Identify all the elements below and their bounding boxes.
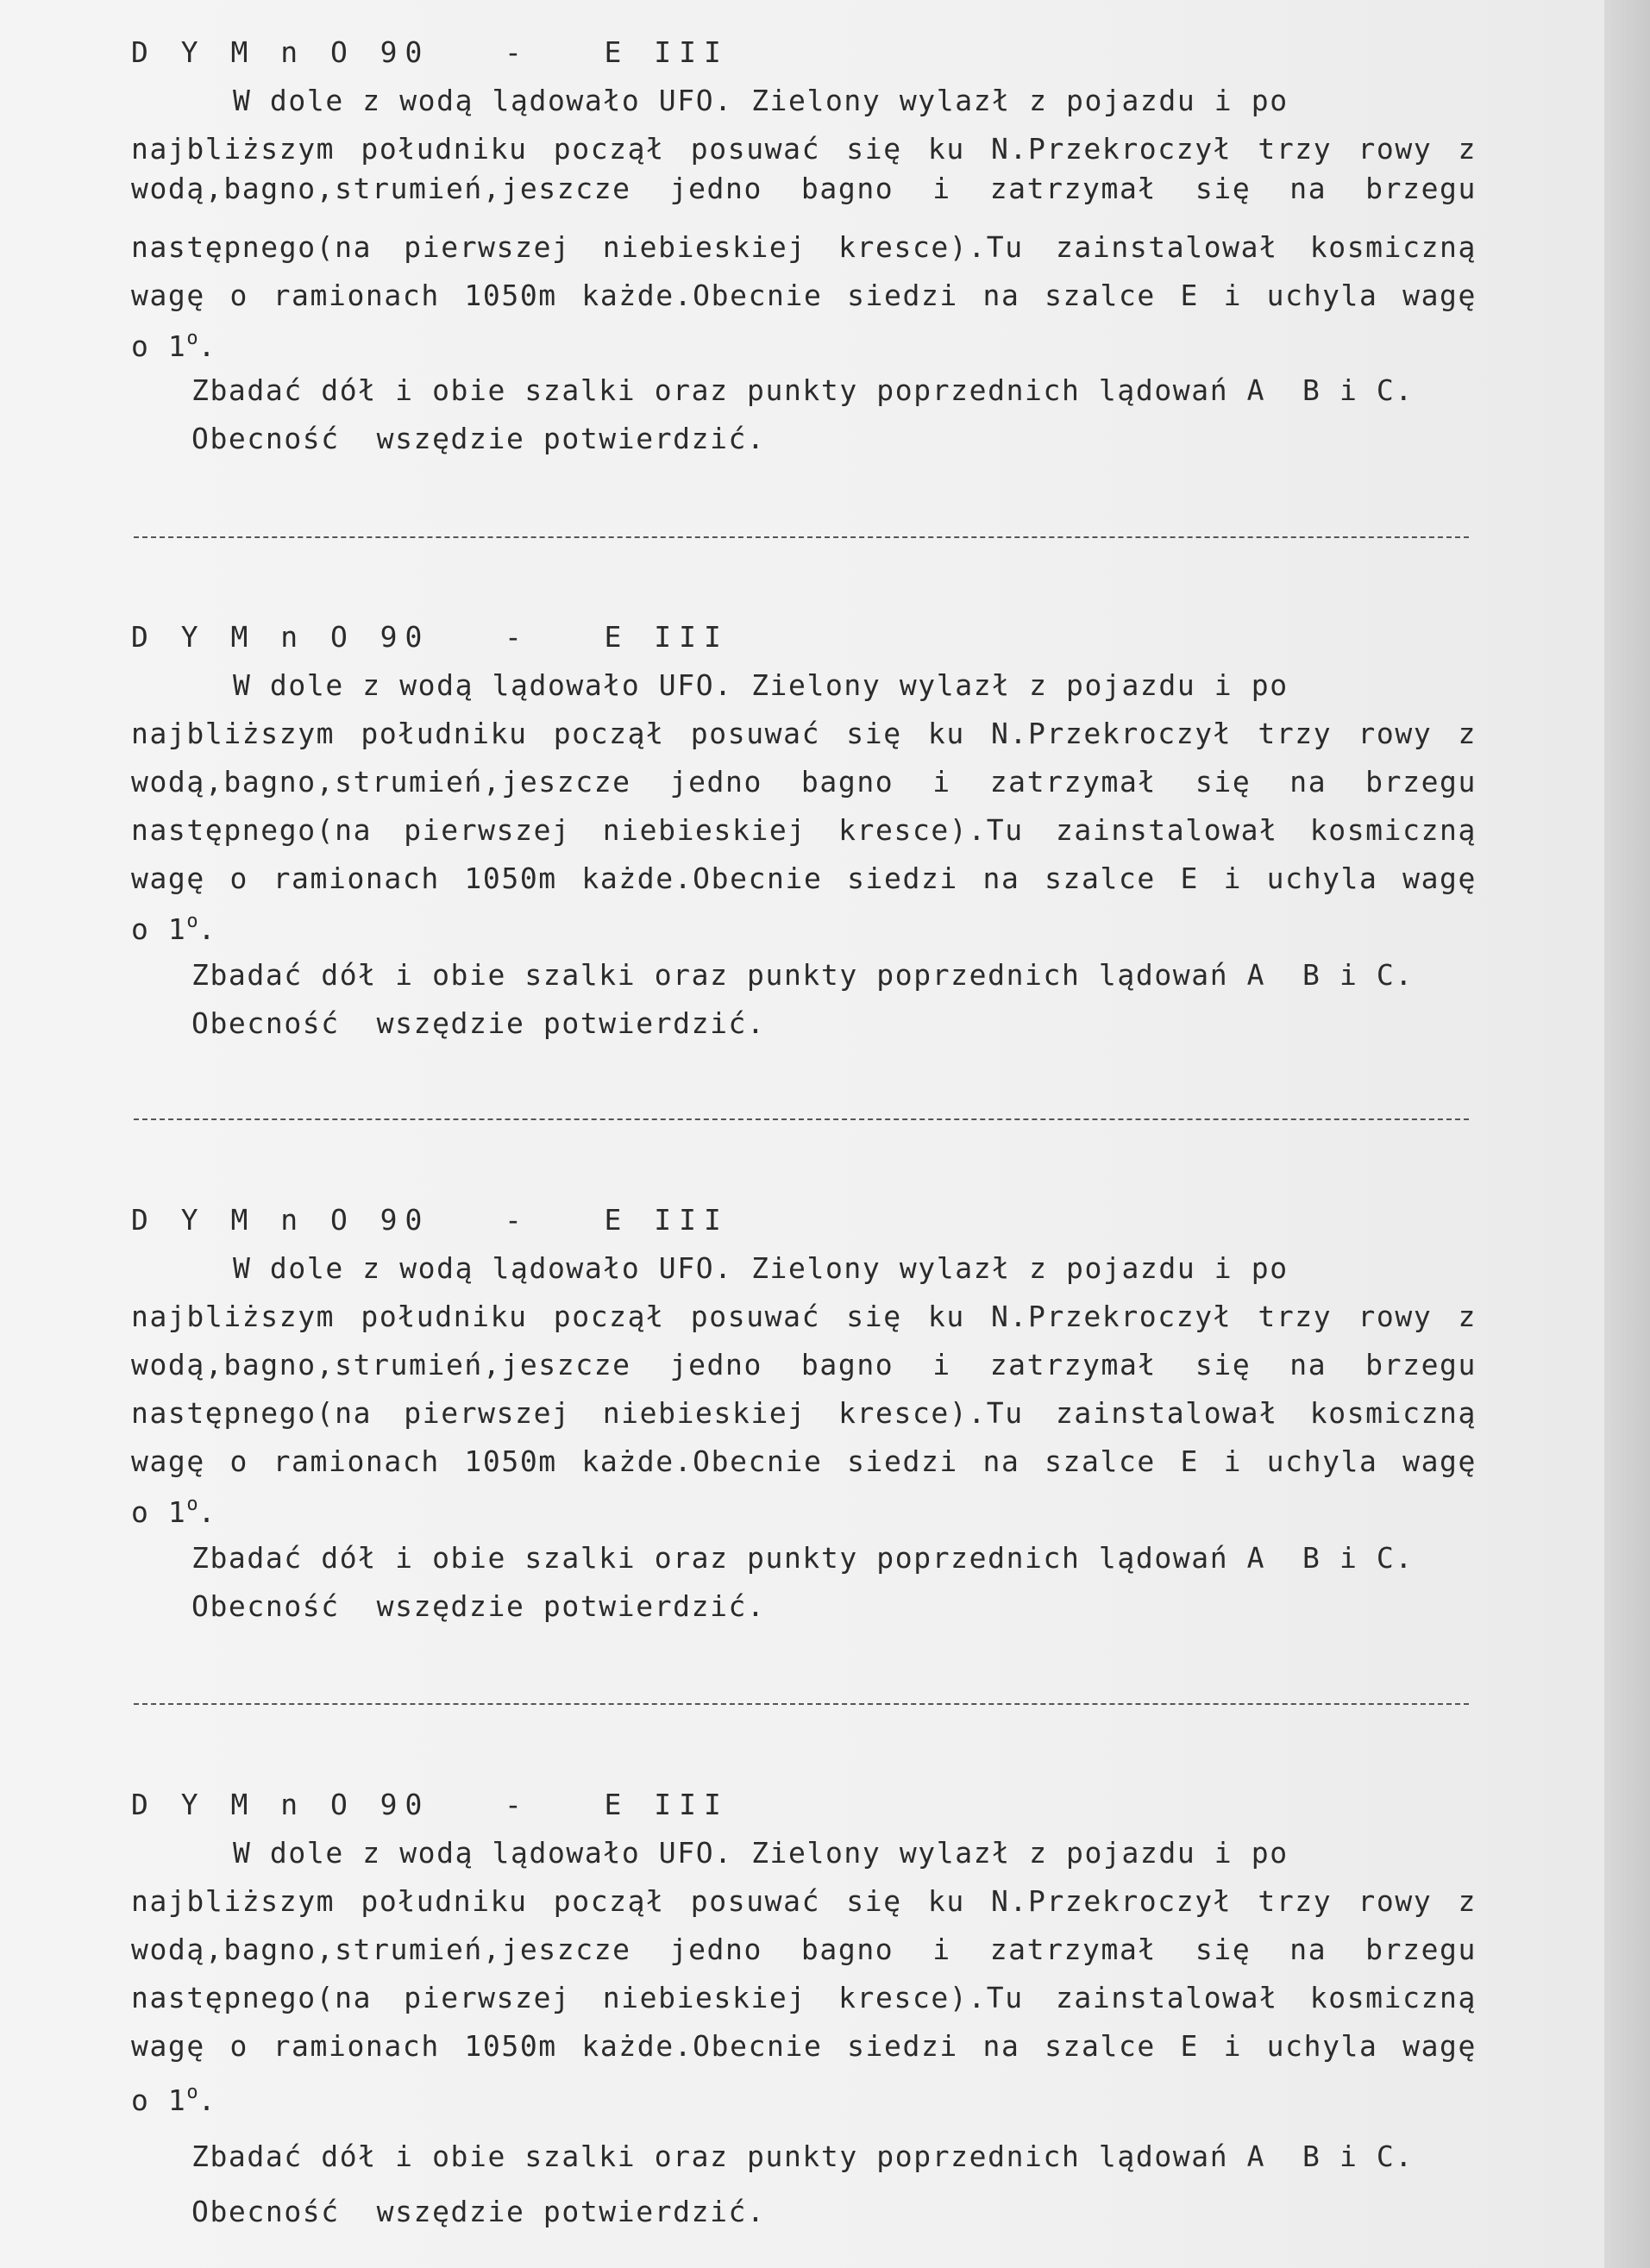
- dashed-separator: [134, 1118, 1469, 1120]
- paragraph-line-4: następnego(na pierwszej niebieskiej kresce).Tu zainstalował kosmiczną: [131, 230, 1477, 264]
- paragraph-line-5: wagę o ramionach 1050m każde.Obecnie siedzi na szalce E i uchyla wagę: [131, 279, 1477, 312]
- task-line: Zbadać dół i obie szalki oraz punkty poprzednich lądowań A B i C.: [191, 1541, 1414, 1575]
- scan-border: [1604, 0, 1650, 2268]
- angle-suffix: .: [198, 2083, 217, 2117]
- paragraph-line-4: następnego(na pierwszej niebieskiej kresce).Tu zainstalował kosmiczną: [131, 1396, 1477, 1430]
- block-heading: D Y M n O 90 - E III: [131, 1788, 729, 1821]
- paragraph-line-3: wodą,bagno,strumień,jeszcze jedno bagno i zatrzymał się na brzegu: [131, 172, 1477, 205]
- angle-prefix: o 1: [131, 912, 187, 946]
- angle-prefix: o 1: [131, 2083, 187, 2117]
- confirm-line: Obecność wszędzie potwierdzić.: [191, 422, 766, 455]
- block-heading: D Y M n O 90 - E III: [131, 35, 729, 69]
- angle-prefix: o 1: [131, 1495, 187, 1529]
- paragraph-line-4: następnego(na pierwszej niebieskiej kresce).Tu zainstalował kosmiczną: [131, 813, 1477, 847]
- paragraph-line-2: najbliższym południku począł posuwać się ku N.Przekroczył trzy rowy z: [131, 1884, 1477, 1918]
- paragraph-line-2: najbliższym południku począł posuwać się ku N.Przekroczył trzy rowy z: [131, 1300, 1477, 1333]
- degree-sign: o: [186, 2082, 198, 2103]
- paragraph-line-2: najbliższym południku począł posuwać się ku N.Przekroczył trzy rowy z: [131, 132, 1477, 166]
- paragraph-line-5: wagę o ramionach 1050m każde.Obecnie siedzi na szalce E i uchyla wagę: [131, 2029, 1477, 2063]
- paragraph-line-3: wodą,bagno,strumień,jeszcze jedno bagno i zatrzymał się na brzegu: [131, 1933, 1477, 1966]
- paragraph-line-5: wagę o ramionach 1050m każde.Obecnie siedzi na szalce E i uchyla wagę: [131, 1444, 1477, 1478]
- block-heading: D Y M n O 90 - E III: [131, 1203, 729, 1237]
- confirm-line: Obecność wszędzie potwierdzić.: [191, 1589, 766, 1623]
- paragraph-line-1: W dole z wodą lądowało UFO. Zielony wylazł z pojazdu i po: [233, 668, 1289, 702]
- paragraph-line-1: W dole z wodą lądowało UFO. Zielony wylazł z pojazdu i po: [233, 1836, 1289, 1870]
- angle-line: [131, 911, 217, 946]
- dashed-separator: [134, 1703, 1469, 1705]
- angle-suffix: .: [198, 329, 217, 363]
- degree-sign: o: [186, 911, 198, 932]
- task-line: Zbadać dół i obie szalki oraz punkty poprzednich lądowań A B i C.: [191, 2140, 1414, 2173]
- paragraph-line-1: W dole z wodą lądowało UFO. Zielony wylazł z pojazdu i po: [233, 1251, 1289, 1285]
- angle-suffix: .: [198, 1495, 217, 1529]
- dashed-separator: [134, 536, 1469, 538]
- paragraph-line-5: wagę o ramionach 1050m każde.Obecnie siedzi na szalce E i uchyla wagę: [131, 861, 1477, 895]
- confirm-line: Obecność wszędzie potwierdzić.: [191, 2195, 766, 2228]
- angle-prefix: o 1: [131, 329, 187, 363]
- angle-suffix: .: [198, 912, 217, 946]
- angle-line: [131, 2083, 216, 2115]
- paragraph-line-3: wodą,bagno,strumień,jeszcze jedno bagno i zatrzymał się na brzegu: [131, 765, 1477, 799]
- task-line: Zbadać dół i obie szalki oraz punkty poprzednich lądowań A B i C.: [191, 373, 1414, 407]
- task-line: Zbadać dół i obie szalki oraz punkty poprzednich lądowań A B i C.: [191, 958, 1414, 992]
- confirm-line: Obecność wszędzie potwierdzić.: [191, 1006, 766, 1040]
- paragraph-line-3: wodą,bagno,strumień,jeszcze jedno bagno i zatrzymał się na brzegu: [131, 1348, 1477, 1381]
- degree-sign: o: [186, 1494, 198, 1515]
- paragraph-line-1: W dole z wodą lądowało UFO. Zielony wylazł z pojazdu i po: [233, 84, 1289, 117]
- paragraph-line-4: następnego(na pierwszej niebieskiej kresce).Tu zainstalował kosmiczną: [131, 1981, 1477, 2014]
- angle-line: [131, 1494, 217, 1529]
- degree-sign: o: [186, 328, 198, 349]
- angle-line: [131, 328, 217, 363]
- block-heading: D Y M n O 90 - E III: [131, 620, 729, 654]
- paragraph-line-2: najbliższym południku począł posuwać się ku N.Przekroczył trzy rowy z: [131, 717, 1477, 750]
